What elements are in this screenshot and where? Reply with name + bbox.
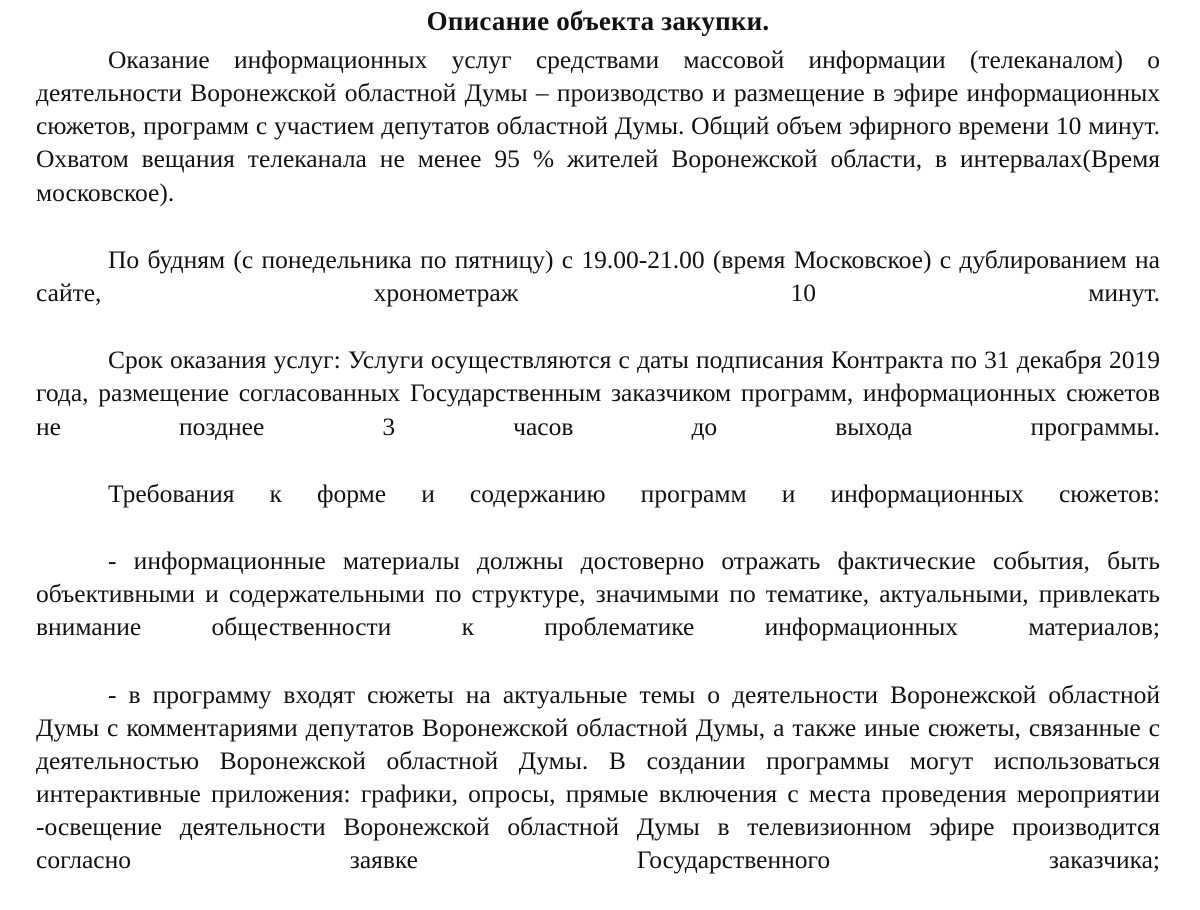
paragraph-services-description: Оказание информационных услуг средствами массовой информации (телеканалом) о деятельности Воронежской областной Думы – производство и размещение в эфире информационных сюжетов, программ с участием депутатов областной Думы. Общий объем эфирного времени 10 минут. Охватом вещания телеканала не менее 95 % жителей Воронежской области, в интервалах(Время московское).	[36, 45, 1160, 207]
page-title: Описание объекта закупки.	[426, 6, 770, 36]
paragraph-schedule: По будням (с понедельника по пятницу) с 19.00-21.00 (время Московское) с дублированием на сайте, хронометраж 10 минут.	[36, 244, 1160, 308]
paragraph-requirement-program-content: - в программу входят сюжеты на актуальные темы о деятельности Воронежской областной Думы с комментариями депутатов Воронежской областной Думы, а также иные сюжеты, связанные с деятельностью Воронежской областной Думы. В создании программы могут использоваться интерактивные приложения: графики, опросы, прямые включения с места проведения мероприятии -освещение деятельности Воронежской областной Думы в телевизионном эфире производится согласно заявке Государственного заказчика;	[36, 679, 1160, 875]
paragraph-term: Срок оказания услуг: Услуги осуществляются с даты подписания Контракта по 31 декабря 2019 года, размещение согласованных Государственным заказчиком программ, информационных сюжетов не позднее 3 часов до выхода программы.	[36, 345, 1160, 441]
paragraph-requirement-materials: - информационные материалы должны достоверно отражать фактические события, быть объективными и содержательными по структуре, значимыми по тематике, актуальными, привлекать внимание общественности к проблематике информационных материалов;	[36, 546, 1160, 642]
paragraph-requirements-heading: Требования к форме и содержанию программ и информационных сюжетов:	[108, 478, 1160, 508]
